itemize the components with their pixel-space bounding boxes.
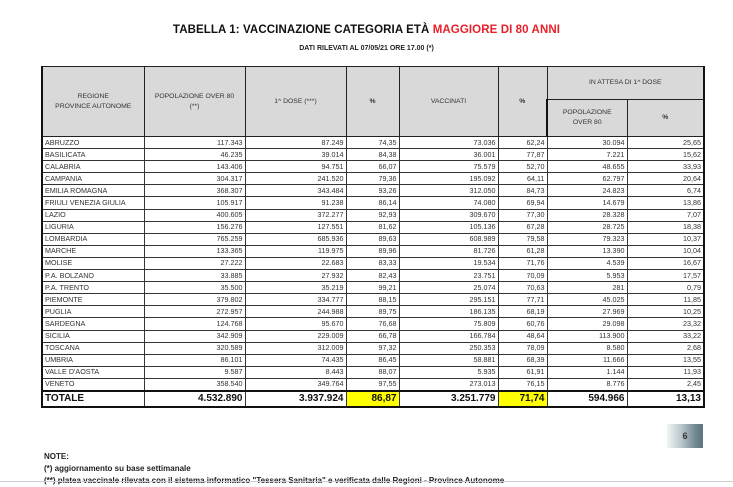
table-row: [42, 257, 704, 269]
waiting-pct-cell: 2,68: [627, 342, 704, 354]
pct-vaccinated-cell: 64,11: [498, 173, 547, 185]
waiting-population-cell: 14.679: [547, 197, 627, 209]
vaccinated-cell: 5.935: [399, 366, 498, 378]
vaccinated-cell: 166.784: [399, 330, 498, 342]
region-cell: LAZIO: [42, 209, 144, 221]
pct-first-dose-cell: 83,33: [346, 257, 399, 269]
vaccinated-cell: 58.881: [399, 354, 498, 366]
table-row: [42, 161, 704, 173]
waiting-population-cell: 4.539: [547, 257, 627, 269]
waiting-pct-cell: 15,62: [627, 149, 704, 161]
pct-first-dose-cell: 82,43: [346, 270, 399, 282]
header-first-dose: 1^ DOSE (***): [245, 67, 346, 137]
waiting-population-cell: 79.323: [547, 233, 627, 245]
vaccinated-cell: 250.353: [399, 342, 498, 354]
vaccination-table: [41, 66, 705, 408]
table-row: [42, 137, 704, 149]
first-dose-cell: 27.932: [245, 270, 346, 282]
population-cell: 272.957: [144, 306, 245, 318]
waiting-pct-cell: 10,04: [627, 245, 704, 257]
population-cell: 358.540: [144, 378, 245, 391]
first-dose-cell: 119.975: [245, 245, 346, 257]
notes-heading: NOTE:: [44, 452, 69, 461]
vaccinated-cell: 75.809: [399, 318, 498, 330]
pct-vaccinated-cell: 62,24: [498, 137, 547, 149]
waiting-pct-cell: 11,93: [627, 366, 704, 378]
total-waiting-population-cell: 594.966: [547, 391, 627, 407]
region-cell: TOSCANA: [42, 342, 144, 354]
waiting-population-cell: 1.144: [547, 366, 627, 378]
region-cell: SICILIA: [42, 330, 144, 342]
total-pct-vaccinated-cell: 71,74: [498, 391, 547, 407]
pct-first-dose-cell: 79,36: [346, 173, 399, 185]
population-cell: 9.587: [144, 366, 245, 378]
first-dose-cell: 241.520: [245, 173, 346, 185]
waiting-pct-cell: 2,45: [627, 378, 704, 391]
waiting-population-cell: 45.025: [547, 294, 627, 306]
region-cell: PIEMONTE: [42, 294, 144, 306]
vaccinated-cell: 608.989: [399, 233, 498, 245]
waiting-pct-cell: 6,74: [627, 185, 704, 197]
first-dose-cell: 372.277: [245, 209, 346, 221]
first-dose-cell: 39.014: [245, 149, 346, 161]
first-dose-cell: 91.238: [245, 197, 346, 209]
region-cell: LOMBARDIA: [42, 233, 144, 245]
region-cell: FRIULI VENEZIA GIULIA: [42, 197, 144, 209]
waiting-pct-cell: 16,67: [627, 257, 704, 269]
table-row: [42, 245, 704, 257]
pct-first-dose-cell: 86,14: [346, 197, 399, 209]
population-cell: 400.605: [144, 209, 245, 221]
pct-first-dose-cell: 89,96: [346, 245, 399, 257]
table-row: [42, 209, 704, 221]
pct-vaccinated-cell: 84,73: [498, 185, 547, 197]
pct-first-dose-cell: 99,21: [346, 282, 399, 294]
pct-vaccinated-cell: 76,15: [498, 378, 547, 391]
header-population: [144, 67, 245, 137]
table-row: [42, 221, 704, 233]
header-vaccinated: VACCINATI: [399, 67, 498, 137]
vaccinated-cell: 74.080: [399, 197, 498, 209]
waiting-pct-cell: 10,37: [627, 233, 704, 245]
waiting-pct-cell: 18,38: [627, 221, 704, 233]
waiting-population-cell: 24.823: [547, 185, 627, 197]
population-cell: 765.259: [144, 233, 245, 245]
title-highlight: MAGGIORE DI 80 ANNI: [432, 24, 561, 36]
vaccinated-cell: 81.726: [399, 245, 498, 257]
header-pct-first-dose: %: [346, 67, 399, 137]
waiting-pct-cell: 20,64: [627, 173, 704, 185]
first-dose-cell: 127.551: [245, 221, 346, 233]
table-row: [42, 270, 704, 282]
region-cell: P.A. TRENTO: [42, 282, 144, 294]
waiting-population-cell: 30.094: [547, 137, 627, 149]
region-cell: LIGURIA: [42, 221, 144, 233]
waiting-population-cell: 8.776: [547, 378, 627, 391]
pct-vaccinated-cell: 77,71: [498, 294, 547, 306]
waiting-population-cell: 113.900: [547, 330, 627, 342]
table-row: [42, 354, 704, 366]
population-cell: 35.500: [144, 282, 245, 294]
waiting-pct-cell: 23,32: [627, 318, 704, 330]
waiting-pct-cell: 33,22: [627, 330, 704, 342]
pct-first-dose-cell: 88,07: [346, 366, 399, 378]
total-region-cell: TOTALE: [42, 391, 144, 407]
region-cell: BASILICATA: [42, 149, 144, 161]
population-cell: 320.589: [144, 342, 245, 354]
population-cell: 86.101: [144, 354, 245, 366]
vaccinated-cell: 19.534: [399, 257, 498, 269]
page-number: 6: [667, 424, 703, 448]
first-dose-cell: 74.435: [245, 354, 346, 366]
waiting-pct-cell: 7,07: [627, 209, 704, 221]
vaccinated-cell: 73.036: [399, 137, 498, 149]
waiting-pct-cell: 0,79: [627, 282, 704, 294]
region-cell: MOLISE: [42, 257, 144, 269]
waiting-population-cell: 13.390: [547, 245, 627, 257]
table-row: [42, 149, 704, 161]
first-dose-cell: 244.988: [245, 306, 346, 318]
pct-first-dose-cell: 66,78: [346, 330, 399, 342]
first-dose-cell: 349.764: [245, 378, 346, 391]
table-row: [42, 233, 704, 245]
table-row: [42, 282, 704, 294]
region-cell: VALLE D'AOSTA: [42, 366, 144, 378]
table-row: [42, 330, 704, 342]
population-cell: 33.885: [144, 270, 245, 282]
region-cell: PUGLIA: [42, 306, 144, 318]
pct-first-dose-cell: 88,15: [346, 294, 399, 306]
vaccinated-cell: 309.670: [399, 209, 498, 221]
pct-first-dose-cell: 89,75: [346, 306, 399, 318]
waiting-pct-cell: 25,65: [627, 137, 704, 149]
total-first-dose-cell: 3.937.924: [245, 391, 346, 407]
pct-first-dose-cell: 93,26: [346, 185, 399, 197]
table-row: [42, 378, 704, 391]
header-waiting-pct: %: [627, 100, 704, 137]
total-vaccinated-cell: 3.251.779: [399, 391, 498, 407]
pct-vaccinated-cell: 52,70: [498, 161, 547, 173]
waiting-pct-cell: 17,57: [627, 270, 704, 282]
first-dose-cell: 22.683: [245, 257, 346, 269]
table-row: [42, 197, 704, 209]
pct-vaccinated-cell: 71,76: [498, 257, 547, 269]
table-row: [42, 342, 704, 354]
pct-vaccinated-cell: 78,09: [498, 342, 547, 354]
vaccinated-cell: 295.151: [399, 294, 498, 306]
note-1: (*) aggiornamento su base settimanale: [44, 464, 191, 473]
region-cell: UMBRIA: [42, 354, 144, 366]
waiting-population-cell: 5.953: [547, 270, 627, 282]
vaccinated-cell: 312.050: [399, 185, 498, 197]
header-region-line2: PROVINCE AUTONOME: [55, 102, 132, 110]
waiting-population-cell: 281: [547, 282, 627, 294]
region-cell: SARDEGNA: [42, 318, 144, 330]
header-waiting-population: [547, 100, 627, 137]
region-cell: ABRUZZO: [42, 137, 144, 149]
population-cell: 379.802: [144, 294, 245, 306]
first-dose-cell: 685.936: [245, 233, 346, 245]
page-title: [0, 24, 733, 36]
pct-vaccinated-cell: 77,30: [498, 209, 547, 221]
title-prefix: TABELLA 1: VACCINAZIONE CATEGORIA ETÀ: [172, 24, 433, 36]
waiting-population-cell: 28.725: [547, 221, 627, 233]
first-dose-cell: 35.219: [245, 282, 346, 294]
waiting-population-cell: 8.580: [547, 342, 627, 354]
waiting-pct-cell: 33,93: [627, 161, 704, 173]
pct-first-dose-cell: 89,63: [346, 233, 399, 245]
first-dose-cell: 95.670: [245, 318, 346, 330]
pct-first-dose-cell: 84,38: [346, 149, 399, 161]
vaccinated-cell: 25.074: [399, 282, 498, 294]
table-row: [42, 185, 704, 197]
region-cell: CAMPANIA: [42, 173, 144, 185]
pct-first-dose-cell: 81,62: [346, 221, 399, 233]
pct-vaccinated-cell: 69,94: [498, 197, 547, 209]
first-dose-cell: 87.249: [245, 137, 346, 149]
population-cell: 105.917: [144, 197, 245, 209]
pct-first-dose-cell: 86,45: [346, 354, 399, 366]
population-cell: 143.406: [144, 161, 245, 173]
total-row: [42, 391, 704, 407]
first-dose-cell: 334.777: [245, 294, 346, 306]
first-dose-cell: 312.009: [245, 342, 346, 354]
pct-vaccinated-cell: 68,19: [498, 306, 547, 318]
region-cell: VENETO: [42, 378, 144, 391]
pct-vaccinated-cell: 61,91: [498, 366, 547, 378]
page-subtitle: DATI RILEVATI AL 07/05/21 ORE 17.00 (*): [299, 45, 434, 52]
vaccinated-cell: 75.579: [399, 161, 498, 173]
population-cell: 124.768: [144, 318, 245, 330]
waiting-population-cell: 62.797: [547, 173, 627, 185]
waiting-population-cell: 11.666: [547, 354, 627, 366]
waiting-population-cell: 28.328: [547, 209, 627, 221]
population-cell: 304.317: [144, 173, 245, 185]
vaccinated-cell: 36.001: [399, 149, 498, 161]
population-cell: 368.307: [144, 185, 245, 197]
pct-vaccinated-cell: 61,28: [498, 245, 547, 257]
region-cell: P.A. BOLZANO: [42, 270, 144, 282]
table-body: [42, 137, 704, 407]
first-dose-cell: 229.009: [245, 330, 346, 342]
pct-first-dose-cell: 76,68: [346, 318, 399, 330]
first-dose-cell: 8.443: [245, 366, 346, 378]
waiting-population-cell: 7.221: [547, 149, 627, 161]
pct-vaccinated-cell: 67,28: [498, 221, 547, 233]
waiting-population-cell: 29.098: [547, 318, 627, 330]
region-cell: EMILIA ROMAGNA: [42, 185, 144, 197]
vaccinated-cell: 273.013: [399, 378, 498, 391]
header-population-line1: POPOLAZIONE OVER 80: [154, 92, 235, 100]
total-waiting-pct-cell: 13,13: [627, 391, 704, 407]
waiting-population-cell: 48.655: [547, 161, 627, 173]
waiting-population-cell: 27.969: [547, 306, 627, 318]
first-dose-cell: 94.751: [245, 161, 346, 173]
vaccinated-cell: 186.135: [399, 306, 498, 318]
waiting-pct-cell: 10,25: [627, 306, 704, 318]
header-waiting-pop-line2: OVER 80: [572, 119, 602, 126]
region-cell: MARCHE: [42, 245, 144, 257]
pct-first-dose-cell: 92,93: [346, 209, 399, 221]
waiting-pct-cell: 13,86: [627, 197, 704, 209]
total-pct-first-dose-cell: 86,87: [346, 391, 399, 407]
region-cell: CALABRIA: [42, 161, 144, 173]
header-waiting-group: IN ATTESA DI 1^ DOSE: [547, 67, 704, 100]
vaccinated-cell: 23.751: [399, 270, 498, 282]
population-cell: 117.343: [144, 137, 245, 149]
population-cell: 133.365: [144, 245, 245, 257]
waiting-pct-cell: 11,85: [627, 294, 704, 306]
vaccinated-cell: 105.136: [399, 221, 498, 233]
table-row: [42, 173, 704, 185]
header-population-line2: (**): [189, 102, 200, 110]
total-population-cell: 4.532.890: [144, 391, 245, 407]
pct-first-dose-cell: 97,55: [346, 378, 399, 391]
population-cell: 342.909: [144, 330, 245, 342]
population-cell: 46.235: [144, 149, 245, 161]
pct-vaccinated-cell: 70,63: [498, 282, 547, 294]
header-pct-vaccinated: %: [498, 67, 547, 137]
table-row: [42, 306, 704, 318]
first-dose-cell: 343.484: [245, 185, 346, 197]
pct-first-dose-cell: 74,35: [346, 137, 399, 149]
population-cell: 156.276: [144, 221, 245, 233]
population-cell: 27.222: [144, 257, 245, 269]
pct-vaccinated-cell: 60,76: [498, 318, 547, 330]
header-region: [42, 67, 144, 137]
header-region-line1: REGIONE: [77, 92, 109, 100]
pct-vaccinated-cell: 79,58: [498, 233, 547, 245]
pct-vaccinated-cell: 68,39: [498, 354, 547, 366]
vaccinated-cell: 195.092: [399, 173, 498, 185]
table-row: [42, 318, 704, 330]
pct-vaccinated-cell: 48,64: [498, 330, 547, 342]
pct-first-dose-cell: 97,32: [346, 342, 399, 354]
page-bottom-divider: [0, 481, 733, 482]
table-row: [42, 366, 704, 378]
pct-first-dose-cell: 66,07: [346, 161, 399, 173]
waiting-pct-cell: 13,55: [627, 354, 704, 366]
header-waiting-pop-line1: POPOLAZIONE: [562, 109, 612, 116]
pct-vaccinated-cell: 77,87: [498, 149, 547, 161]
pct-vaccinated-cell: 70,09: [498, 270, 547, 282]
table-row: [42, 294, 704, 306]
